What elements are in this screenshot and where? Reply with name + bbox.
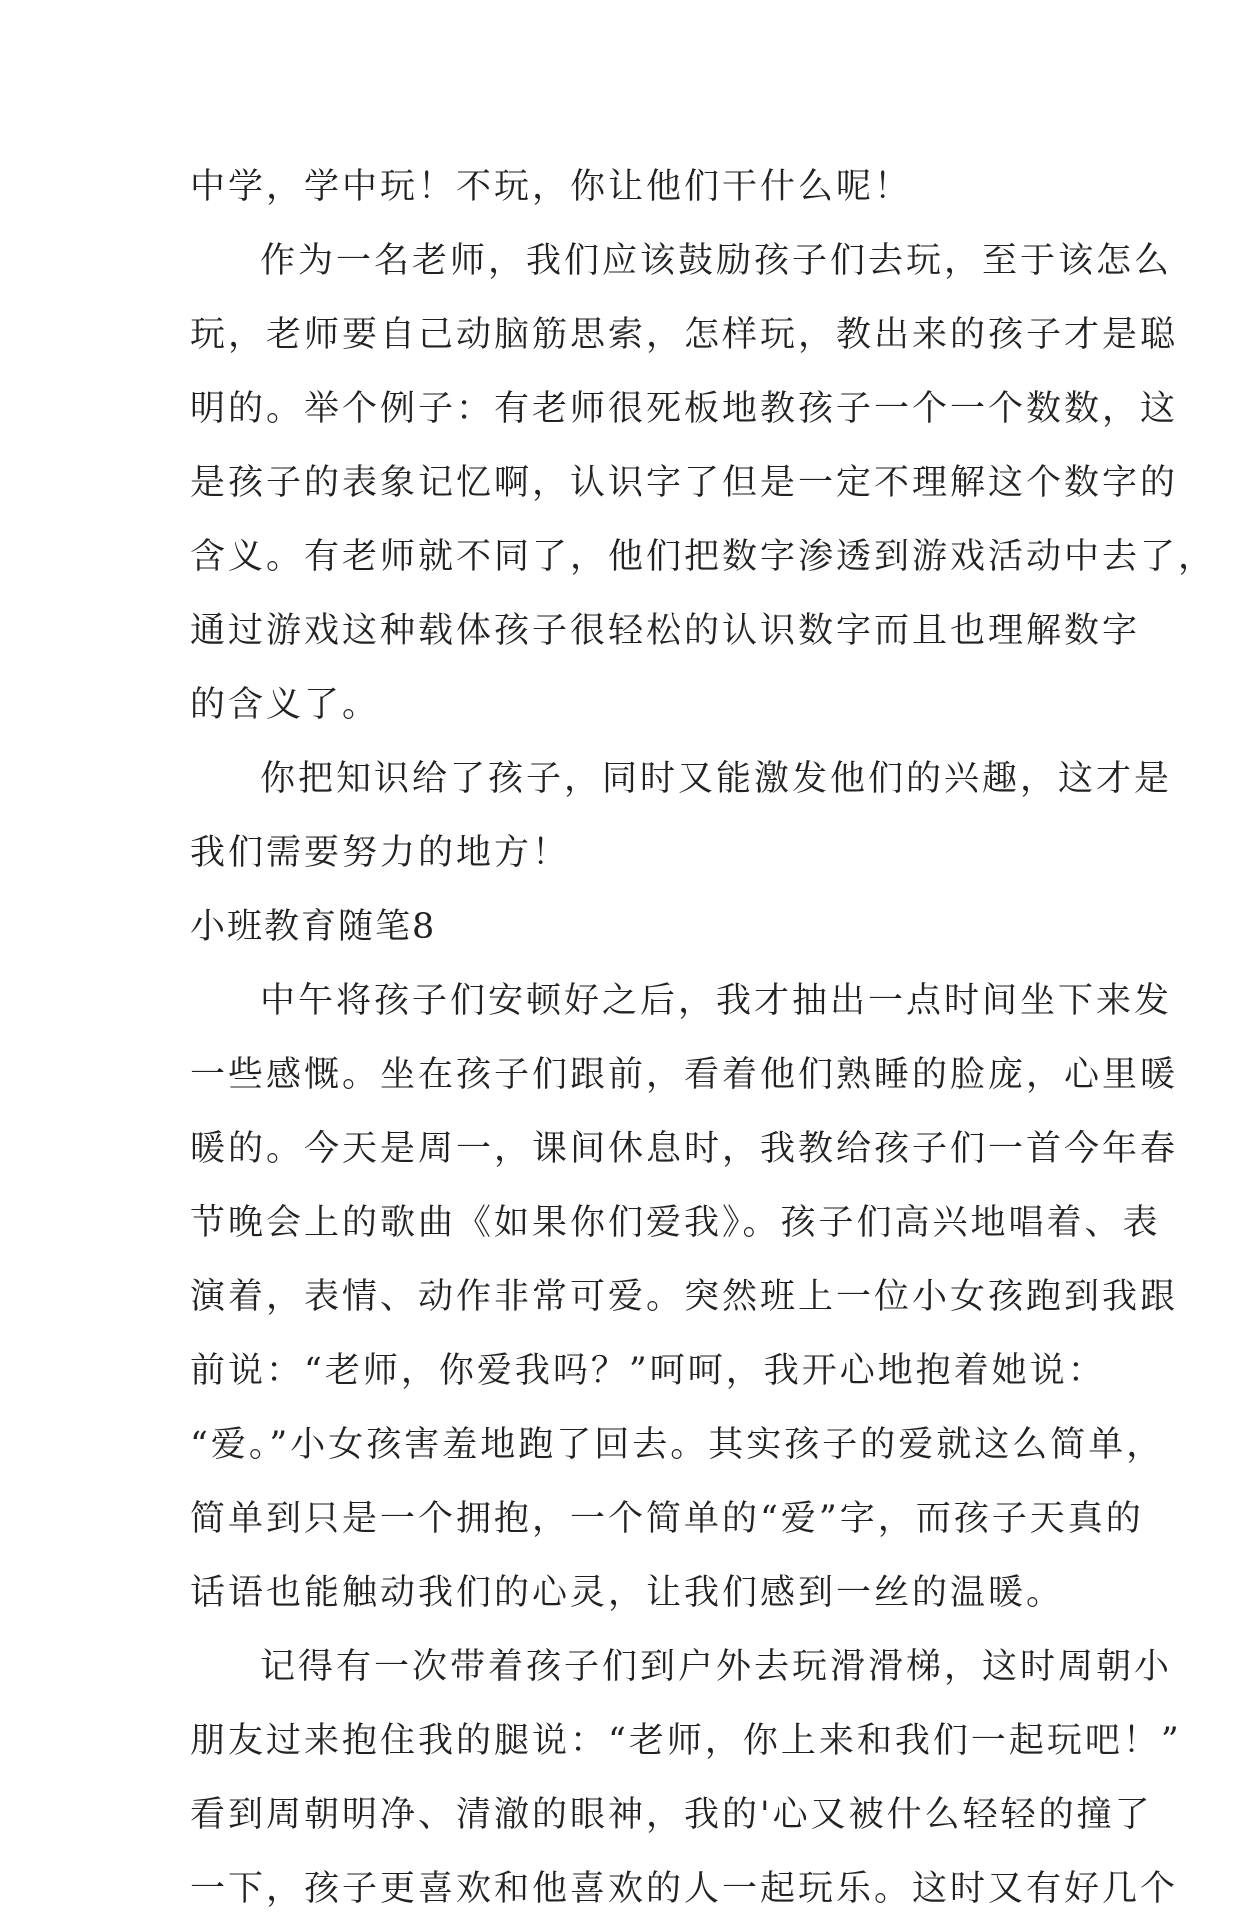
text-line: 含义。有老师就不同了，他们把数字渗透到游戏活动中去了，: [190, 537, 1217, 577]
text-line: 节晚会上的歌曲《如果你们爱我》。孩子们高兴地唱着、表: [190, 1203, 1161, 1243]
text-line: 一些感慨。坐在孩子们跟前，看着他们熟睡的脸庞，心里暖: [190, 1055, 1179, 1095]
text-line: 是孩子的表象记忆啊，认识字了但是一定不理解这个数字的: [190, 463, 1179, 503]
text-line: 前说：“老师，你爱我吗？”呵呵，我开心地抱着她说：: [190, 1351, 1106, 1391]
text-line: 朋友过来抱住我的腿说：“老师，你上来和我们一起玩吧！”: [190, 1721, 1182, 1761]
text-line: 一下，孩子更喜欢和他喜欢的人一起玩乐。这时又有好几个: [190, 1869, 1179, 1909]
text-line: 明的。举个例子：有老师很死板地教孩子一个一个数数，这: [190, 389, 1179, 429]
text-line: 暖的。今天是周一，课间休息时，我教给孩子们一首今年春: [190, 1129, 1179, 1169]
text-line: 的含义了。: [190, 685, 381, 725]
text-line: “爱。”小女孩害羞地跑了回去。其实孩子的爱就这么简单，: [190, 1425, 1165, 1465]
text-line: 中学，学中玩！不玩，你让他们干什么呢！: [190, 167, 913, 207]
paragraph-start-line: 作为一名老师，我们应该鼓励孩子们去玩，至于该怎么: [260, 241, 1173, 281]
text-line: 我们需要努力的地方！: [190, 833, 571, 873]
text-line: 演着，表情、动作非常可爱。突然班上一位小女孩跑到我跟: [190, 1277, 1179, 1317]
text-line: 玩，老师要自己动脑筋思索，怎样玩，教出来的孩子才是聪: [190, 315, 1179, 355]
paragraph-start-line: 中午将孩子们安顿好之后，我才抽出一点时间坐下来发: [260, 981, 1173, 1021]
paragraph-start-line: 你把知识给了孩子，同时又能激发他们的兴趣，这才是: [260, 759, 1173, 799]
section-heading: 小班教育随笔8: [190, 907, 437, 947]
text-line: 简单到只是一个拥抱，一个简单的“爱”字，而孩子天真的: [190, 1499, 1144, 1539]
text-line: 话语也能触动我们的心灵，让我们感到一丝的温暖。: [190, 1573, 1065, 1613]
text-line: 通过游戏这种载体孩子很轻松的认识数字而且也理解数字: [190, 611, 1141, 651]
document-page: [190, 150, 1217, 1926]
text-line: 看到周朝明净、清澈的眼神，我的'心又被什么轻轻的撞了: [190, 1795, 1153, 1835]
paragraph-start-line: 记得有一次带着孩子们到户外去玩滑滑梯，这时周朝小: [260, 1647, 1173, 1687]
